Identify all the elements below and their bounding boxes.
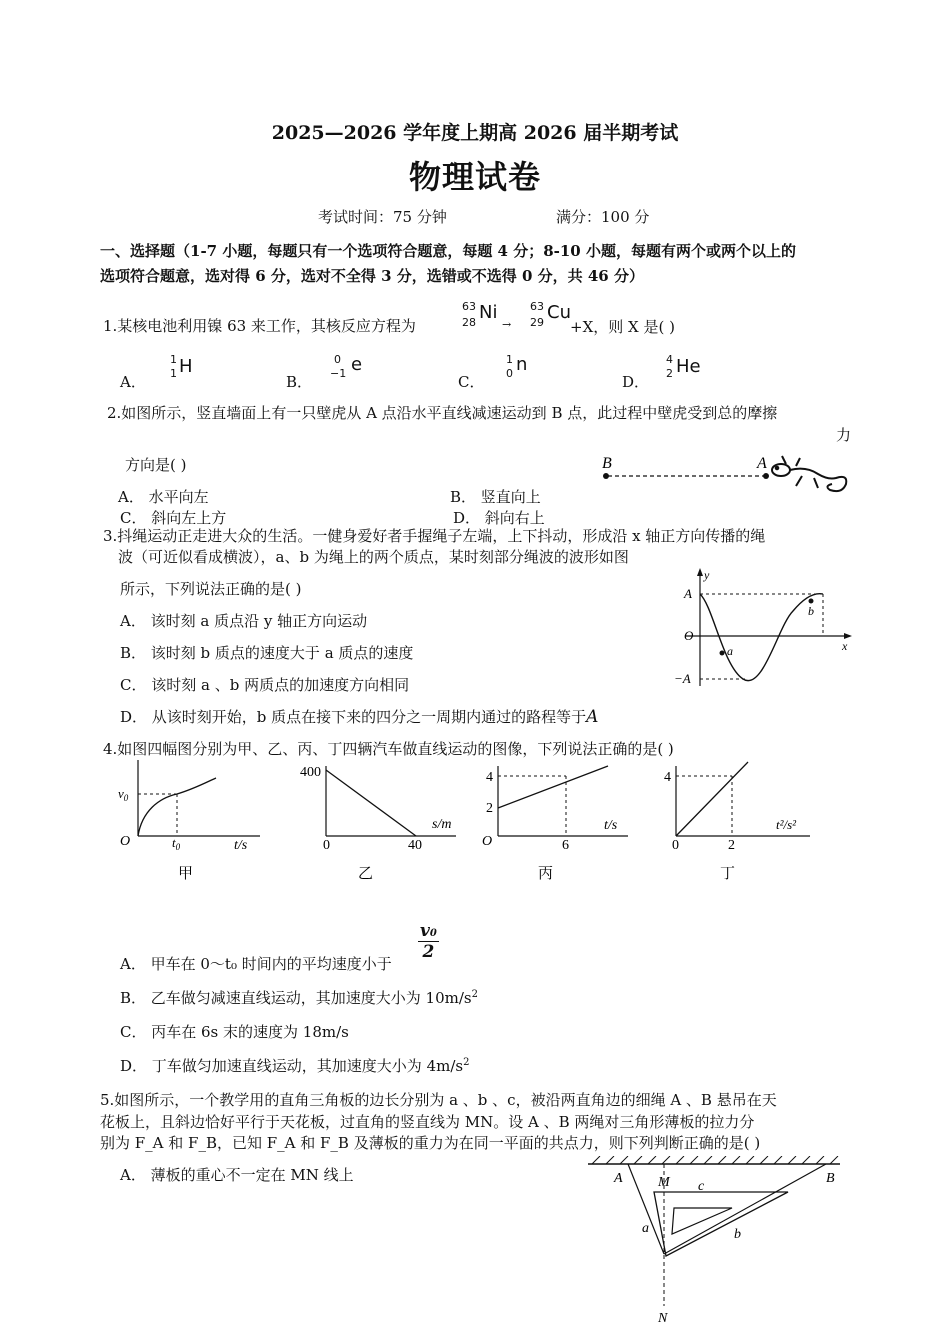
q1-option-c-label: C．	[458, 373, 485, 391]
svg-text:O: O	[120, 834, 131, 849]
q1-option-a-label: A．	[120, 373, 146, 391]
q5-triangle-outer	[654, 1192, 788, 1256]
q3-wave-curve	[700, 594, 823, 681]
q4-graph-jia	[114, 756, 264, 886]
q5-ceiling-hatch	[592, 1156, 838, 1164]
q5-label-b-point: B	[826, 1171, 835, 1186]
q3-amp-label: A	[684, 586, 692, 601]
exam-time: 考试时间：75 分钟	[318, 208, 447, 226]
q5-label-n: N	[658, 1311, 668, 1326]
q3-stem-line2: 波（可近似看成横波），a、b 为绳上的两个质点，某时刻部分绳波的波形如图	[118, 548, 629, 566]
q2-stem-line1: 2.如图所示，竖直墙面上有一只壁虎从 A 点沿水平直线减速运动到 B 点，此过程中壁虎受到总的摩擦	[107, 404, 778, 422]
q3-point-a-label: a	[727, 644, 733, 658]
svg-text:O: O	[482, 834, 493, 849]
q2-label-a: A	[757, 455, 767, 472]
svg-text:t/s: t/s	[234, 838, 248, 853]
q5-label-m: M	[658, 1175, 670, 1190]
q4-graph-yi-name: 乙	[358, 866, 374, 882]
q4-graph-jia-name: 甲	[178, 866, 194, 882]
q1-option-d-label: D．	[622, 373, 650, 391]
svg-text:0: 0	[323, 838, 330, 853]
q2-option-b: B． 竖直向上	[450, 488, 541, 506]
q2-option-a: A． 水平向左	[118, 488, 209, 506]
q4-option-c: C． 丙车在 6s 末的速度为 18m/s	[120, 1023, 349, 1041]
svg-text:v0: $v_0$	[118, 786, 129, 803]
svg-text:400: 400	[300, 765, 321, 780]
q1-stem: 1.某核电池利用镍 63 来工作，其核反应方程为	[103, 317, 416, 335]
q4-option-a: A． 甲车在 0～t₀ 时间内的平均速度小于	[120, 955, 392, 973]
q2-option-c: C． 斜向左上方	[120, 509, 227, 527]
svg-text:6: 6	[562, 838, 569, 853]
q5-stem-line2: 花板上，且斜边恰好平行于天花板，过直角的竖直线为 MN。设 A 、B 两绳对三角形薄板的拉力分	[100, 1113, 755, 1131]
q3-option-b: B． 该时刻 b 质点的速度大于 a 质点的速度	[120, 644, 414, 662]
q5-label-a-point: A	[614, 1171, 623, 1186]
q4-graph-ding-name: 丁	[720, 866, 736, 882]
section-heading	[100, 239, 860, 289]
q4-graph-yi	[296, 756, 466, 886]
section-line-2: 选项符合题意，选对得 6 分，选对不全得 3 分，选错或不选得 0 分，共 46 分）	[100, 267, 644, 285]
q4-stem: 4.如图四幅图分别为甲、乙、丙、丁四辆汽车做直线运动的图像，下列说法正确的是( )	[103, 740, 674, 758]
q3-stem-line3: 所示，下列说法正确的是( )	[120, 580, 302, 598]
q5-triangle-figure	[586, 1156, 846, 1342]
q2-gecko-figure	[596, 448, 856, 504]
q2-point-a	[763, 473, 769, 479]
svg-text:t²/s²: t²/s²	[776, 817, 797, 832]
q5-label-b-side: b	[734, 1227, 741, 1242]
q2-stem-line2: 方向是( )	[125, 456, 187, 474]
svg-text:4: 4	[486, 770, 493, 785]
q5-rope-b	[664, 1164, 826, 1254]
q2-option-d: D． 斜向右上	[453, 509, 545, 527]
q4-bing-line	[498, 766, 608, 808]
q3-stem-line1: 3.抖绳运动正走进大众的生活。一健身爱好者手握绳子左端，上下抖动，形成沿 x 轴正方向传播的绳	[103, 527, 766, 545]
svg-text:40: 40	[408, 838, 422, 853]
section-line-1: 一、选择题（1-7 小题，每题只有一个选项符合题意，每题 4 分；8-10 小题，每题有两个或两个以上的	[100, 242, 796, 260]
q5-label-c: c	[698, 1179, 705, 1194]
svg-text:2: 2	[728, 838, 735, 853]
q3-origin-label: O	[684, 628, 694, 643]
q3-point-b	[809, 599, 814, 604]
q3-option-c: C． 该时刻 a 、b 两质点的加速度方向相同	[120, 676, 410, 694]
q5-stem-line3: 别为 F_A 和 F_B，已知 F_A 和 F_B 及薄板的重力为在同一平面的共点力，则下列判断正确的是( )	[100, 1134, 761, 1152]
q4-option-b: B． 乙车做匀减速直线运动，其加速度大小为 $10m/s^2$	[120, 989, 478, 1007]
q1-stem-end: +X，则 X 是( )	[570, 318, 675, 336]
svg-text:2: 2	[486, 801, 493, 816]
q3-wave-figure	[668, 566, 858, 692]
subject-title: 物理试卷	[408, 158, 541, 196]
q1-option-b-label: B．	[286, 373, 313, 391]
q5-stem-line1: 5.如图所示，一个教学用的直角三角板的边长分别为 a 、b 、c，被沿两直角边的细绳 A 、B 悬吊在天	[100, 1091, 777, 1109]
q3-x-label: x	[842, 639, 848, 653]
q4-option-d: D． 丁车做匀加速直线运动，其加速度大小为 $4m/s^2$	[120, 1057, 470, 1075]
q4-yi-line	[326, 770, 416, 836]
q4-fraction: v0 2	[420, 921, 437, 962]
q4-graph-bing-name: 丙	[538, 866, 554, 882]
q3-point-b-label: b	[808, 604, 814, 618]
q5-option-a: A． 薄板的重心不一定在 MN 线上	[120, 1166, 354, 1184]
q3-option-d: D． 从该时刻开始，b 质点在接下来的四分之一周期内通过的路程等于A	[120, 707, 599, 727]
q1-arrow: →	[502, 318, 512, 331]
svg-text:t/s: t/s	[604, 818, 618, 833]
svg-text:0: 0	[672, 838, 679, 853]
q5-label-a-side: a	[642, 1221, 649, 1236]
exam-title: 2025—2026 学年度上期高 2026 届半期考试	[271, 122, 679, 144]
q4-graph-ding	[660, 756, 820, 886]
q3-y-label: y	[704, 568, 710, 582]
q3-point-a	[720, 651, 725, 656]
svg-text:s/m: s/m	[432, 817, 452, 832]
gecko-icon	[772, 456, 846, 491]
q3-option-d-symbol: A	[586, 707, 599, 727]
full-score: 满分：100 分	[556, 208, 650, 226]
q3-option-a: A． 该时刻 a 质点沿 y 轴正方向运动	[120, 612, 368, 630]
q4-graph-bing	[478, 756, 638, 886]
q3-neg-amp-label: −A	[674, 671, 691, 686]
q2-stem-line1b: 力	[836, 426, 852, 444]
q2-label-b: B	[602, 455, 612, 472]
svg-text:4: 4	[664, 770, 671, 785]
q4-ding-line	[676, 762, 748, 836]
svg-text:t0: $t_0$	[172, 835, 181, 852]
